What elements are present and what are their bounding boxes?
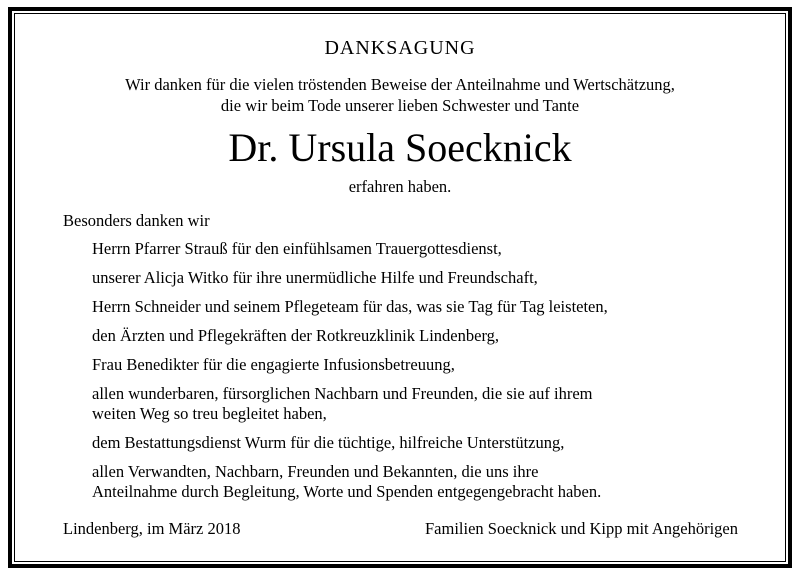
thanks-item-line-continued: Anteilnahme durch Begleitung, Worte und Spenden entgegengebracht haben. xyxy=(92,482,602,501)
obituary-notice xyxy=(15,14,785,561)
thanks-item xyxy=(92,462,752,502)
thanks-item-line: Herrn Pfarrer Strauß für den einfühlsamen Trauergottesdienst, xyxy=(92,239,502,258)
thanks-item xyxy=(92,239,752,259)
intro-line-2: die wir beim Tode unserer lieben Schwester und Tante xyxy=(220,96,580,115)
thanks-item-line: allen wunderbaren, fürsorglichen Nachbarn und Freunden, die sie auf ihrem xyxy=(92,384,593,403)
thanks-item xyxy=(92,326,752,346)
thanks-item xyxy=(92,433,752,453)
place-date: Lindenberg, im März 2018 xyxy=(63,519,241,538)
families-signature: Familien Soecknick und Kipp mit Angehörigen xyxy=(424,519,738,538)
intro-line-1: Wir danken für die vielen tröstenden Beweise der Anteilnahme und Wertschätzung, xyxy=(125,75,675,94)
thanks-item xyxy=(92,297,752,317)
thanks-list xyxy=(92,239,752,511)
thanks-item-line: dem Bestattungsdienst Wurm für die tüchtige, hilfreiche Unterstützung, xyxy=(92,433,565,452)
thanks-item xyxy=(92,355,752,375)
thanks-intro: Besonders danken wir xyxy=(63,211,210,230)
intro-end: erfahren haben. xyxy=(348,177,452,196)
thanks-item-line: Frau Benedikter für die engagierte Infusionsbetreuung, xyxy=(92,355,455,374)
thanks-item-line-continued: weiten Weg so treu begleitet haben, xyxy=(92,404,327,423)
thanks-item-line: allen Verwandten, Nachbarn, Freunden und Bekannten, die uns ihre xyxy=(92,462,539,481)
thanks-item xyxy=(92,384,752,424)
thanks-item-line: unserer Alicja Witko für ihre unermüdliche Hilfe und Freundschaft, xyxy=(92,268,538,287)
deceased-name: Dr. Ursula Soecknick xyxy=(228,125,572,170)
thanks-item xyxy=(92,268,752,288)
intro-text xyxy=(15,74,785,116)
notice-heading: DANKSAGUNG xyxy=(324,37,476,59)
thanks-item-line: Herrn Schneider und seinem Pflegeteam für das, was sie Tag für Tag leisteten, xyxy=(92,297,608,316)
thanks-item-line: den Ärzten und Pflegekräften der Rotkreuzklinik Lindenberg, xyxy=(92,326,500,345)
